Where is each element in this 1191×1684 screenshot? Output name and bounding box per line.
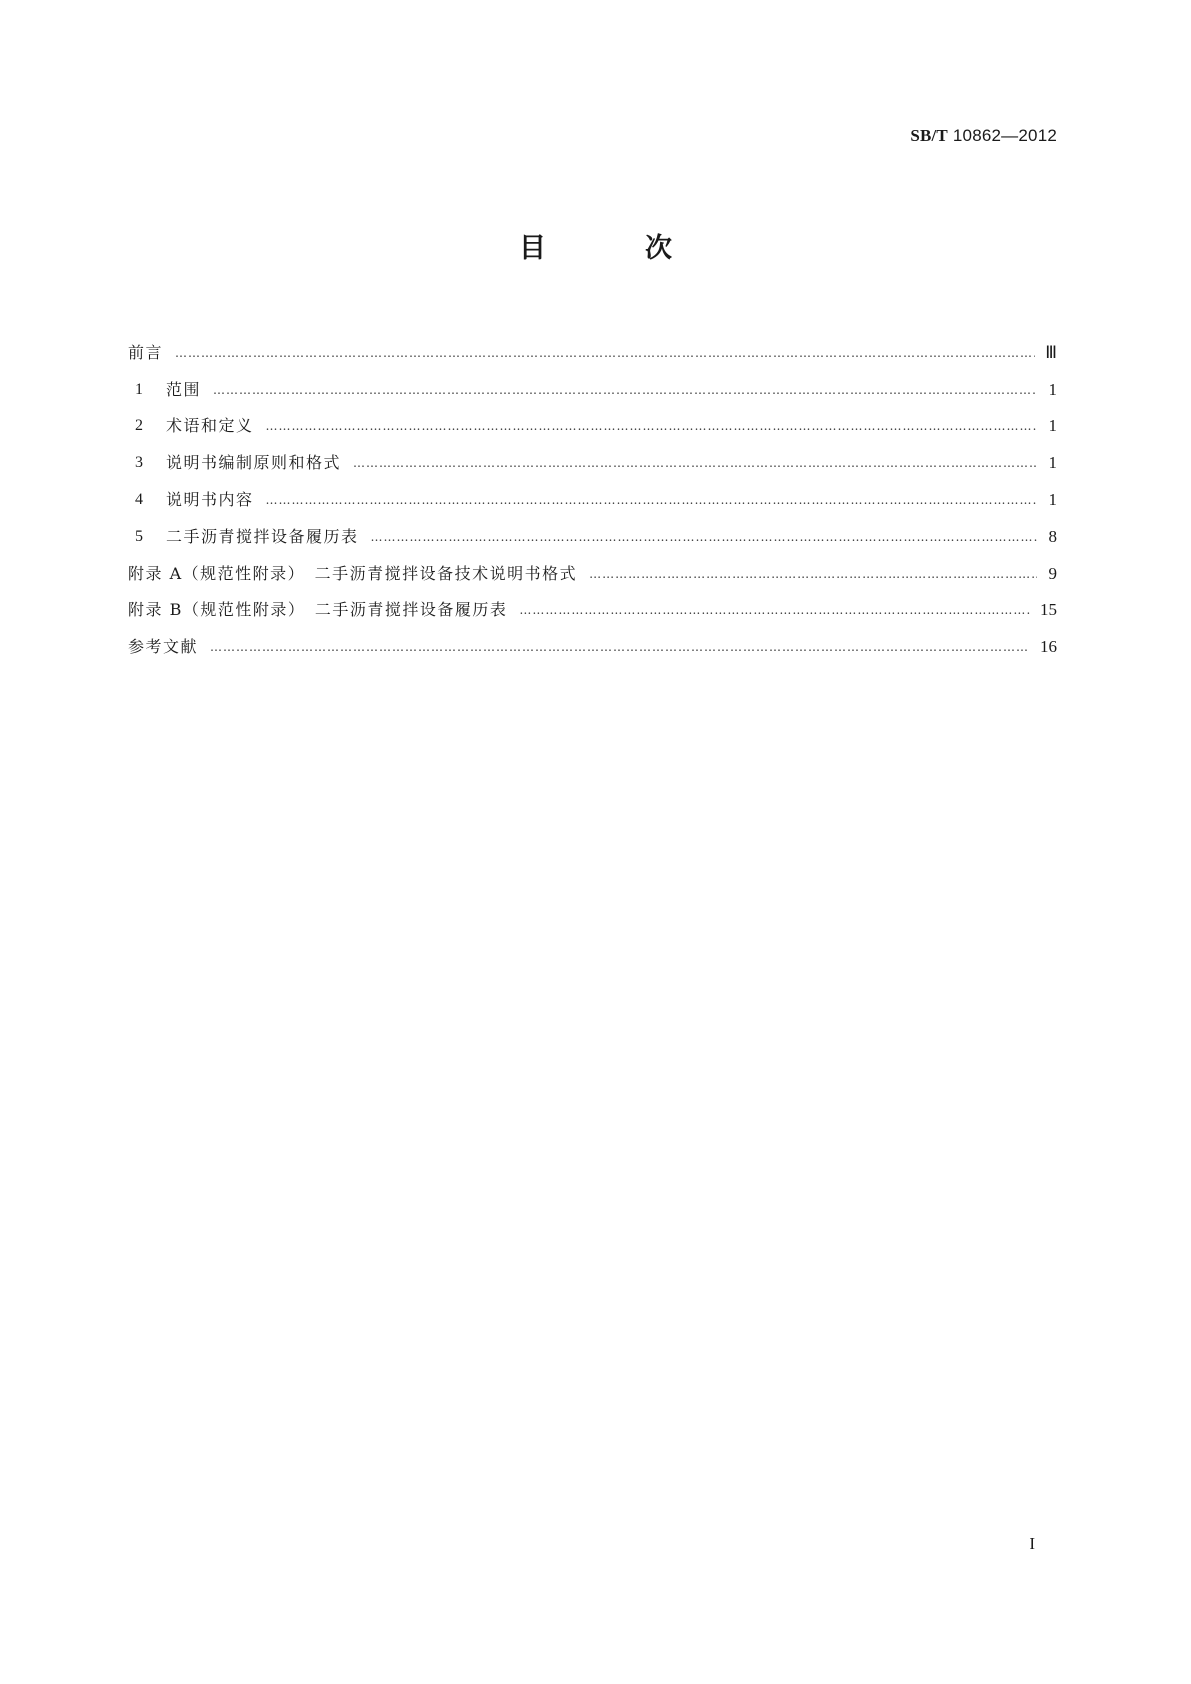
toc-entry-page: 16 (1040, 637, 1057, 657)
toc-entry-label: 范围 (166, 379, 202, 399)
toc-entry-page: 8 (1048, 526, 1057, 546)
toc-entry-content[interactable] (135, 473, 1057, 510)
toc-entry-terms[interactable] (135, 400, 1057, 437)
standard-code-number: 10862—2012 (952, 126, 1057, 145)
toc-entry-label: 说明书编制原则和格式 (166, 453, 342, 473)
standard-code (910, 126, 1057, 146)
toc-entry-number: 1 (135, 380, 143, 398)
table-of-contents (128, 326, 1057, 657)
toc-entry-page: 1 (1048, 489, 1057, 509)
toc-entry-page: 9 (1048, 563, 1057, 583)
toc-entry-scope[interactable] (135, 363, 1057, 400)
toc-entry-number: 3 (135, 454, 143, 472)
toc-entry-page: Ⅲ (1045, 342, 1057, 362)
toc-entry-label: 参考文献 (128, 637, 199, 657)
toc-leader-dots (589, 564, 1037, 584)
toc-entry-page: 1 (1048, 379, 1057, 399)
toc-entry-page: 1 (1048, 453, 1057, 473)
toc-entry-appendix-a[interactable] (128, 547, 1057, 584)
toc-entry-label: 二手沥青搅拌设备履历表 (166, 526, 359, 546)
toc-entry-page: 1 (1048, 416, 1057, 436)
toc-entry-label: 附录 B（规范性附录） 二手沥青搅拌设备履历表 (128, 600, 508, 620)
toc-leader-dots (175, 343, 1035, 363)
toc-entry-label: 说明书内容 (166, 489, 254, 509)
page-title: 目 次 (519, 233, 708, 264)
toc-entry-principles[interactable] (135, 436, 1057, 473)
toc-entry-label: 前言 (128, 342, 164, 362)
toc-entry-history[interactable] (135, 510, 1057, 547)
toc-leader-dots (371, 527, 1037, 547)
toc-leader-dots (266, 490, 1037, 510)
toc-leader-dots (210, 637, 1030, 657)
toc-entry-number: 4 (135, 490, 143, 508)
toc-entry-label: 附录 A（规范性附录） 二手沥青搅拌设备技术说明书格式 (128, 563, 578, 583)
toc-entry-appendix-b[interactable] (128, 584, 1057, 621)
toc-leader-dots (266, 416, 1037, 436)
toc-leader-dots (213, 380, 1037, 400)
toc-entry-label: 术语和定义 (166, 416, 254, 436)
toc-leader-dots (519, 600, 1030, 620)
toc-entry-number: 2 (135, 417, 143, 435)
toc-entry-foreword[interactable] (128, 326, 1057, 363)
toc-entry-page: 15 (1040, 600, 1057, 620)
page-number: I (1029, 1534, 1035, 1553)
standard-code-prefix: SB/T (910, 126, 948, 145)
toc-leader-dots (353, 453, 1037, 473)
toc-entry-number: 5 (135, 527, 143, 545)
toc-entry-references[interactable] (128, 620, 1057, 657)
